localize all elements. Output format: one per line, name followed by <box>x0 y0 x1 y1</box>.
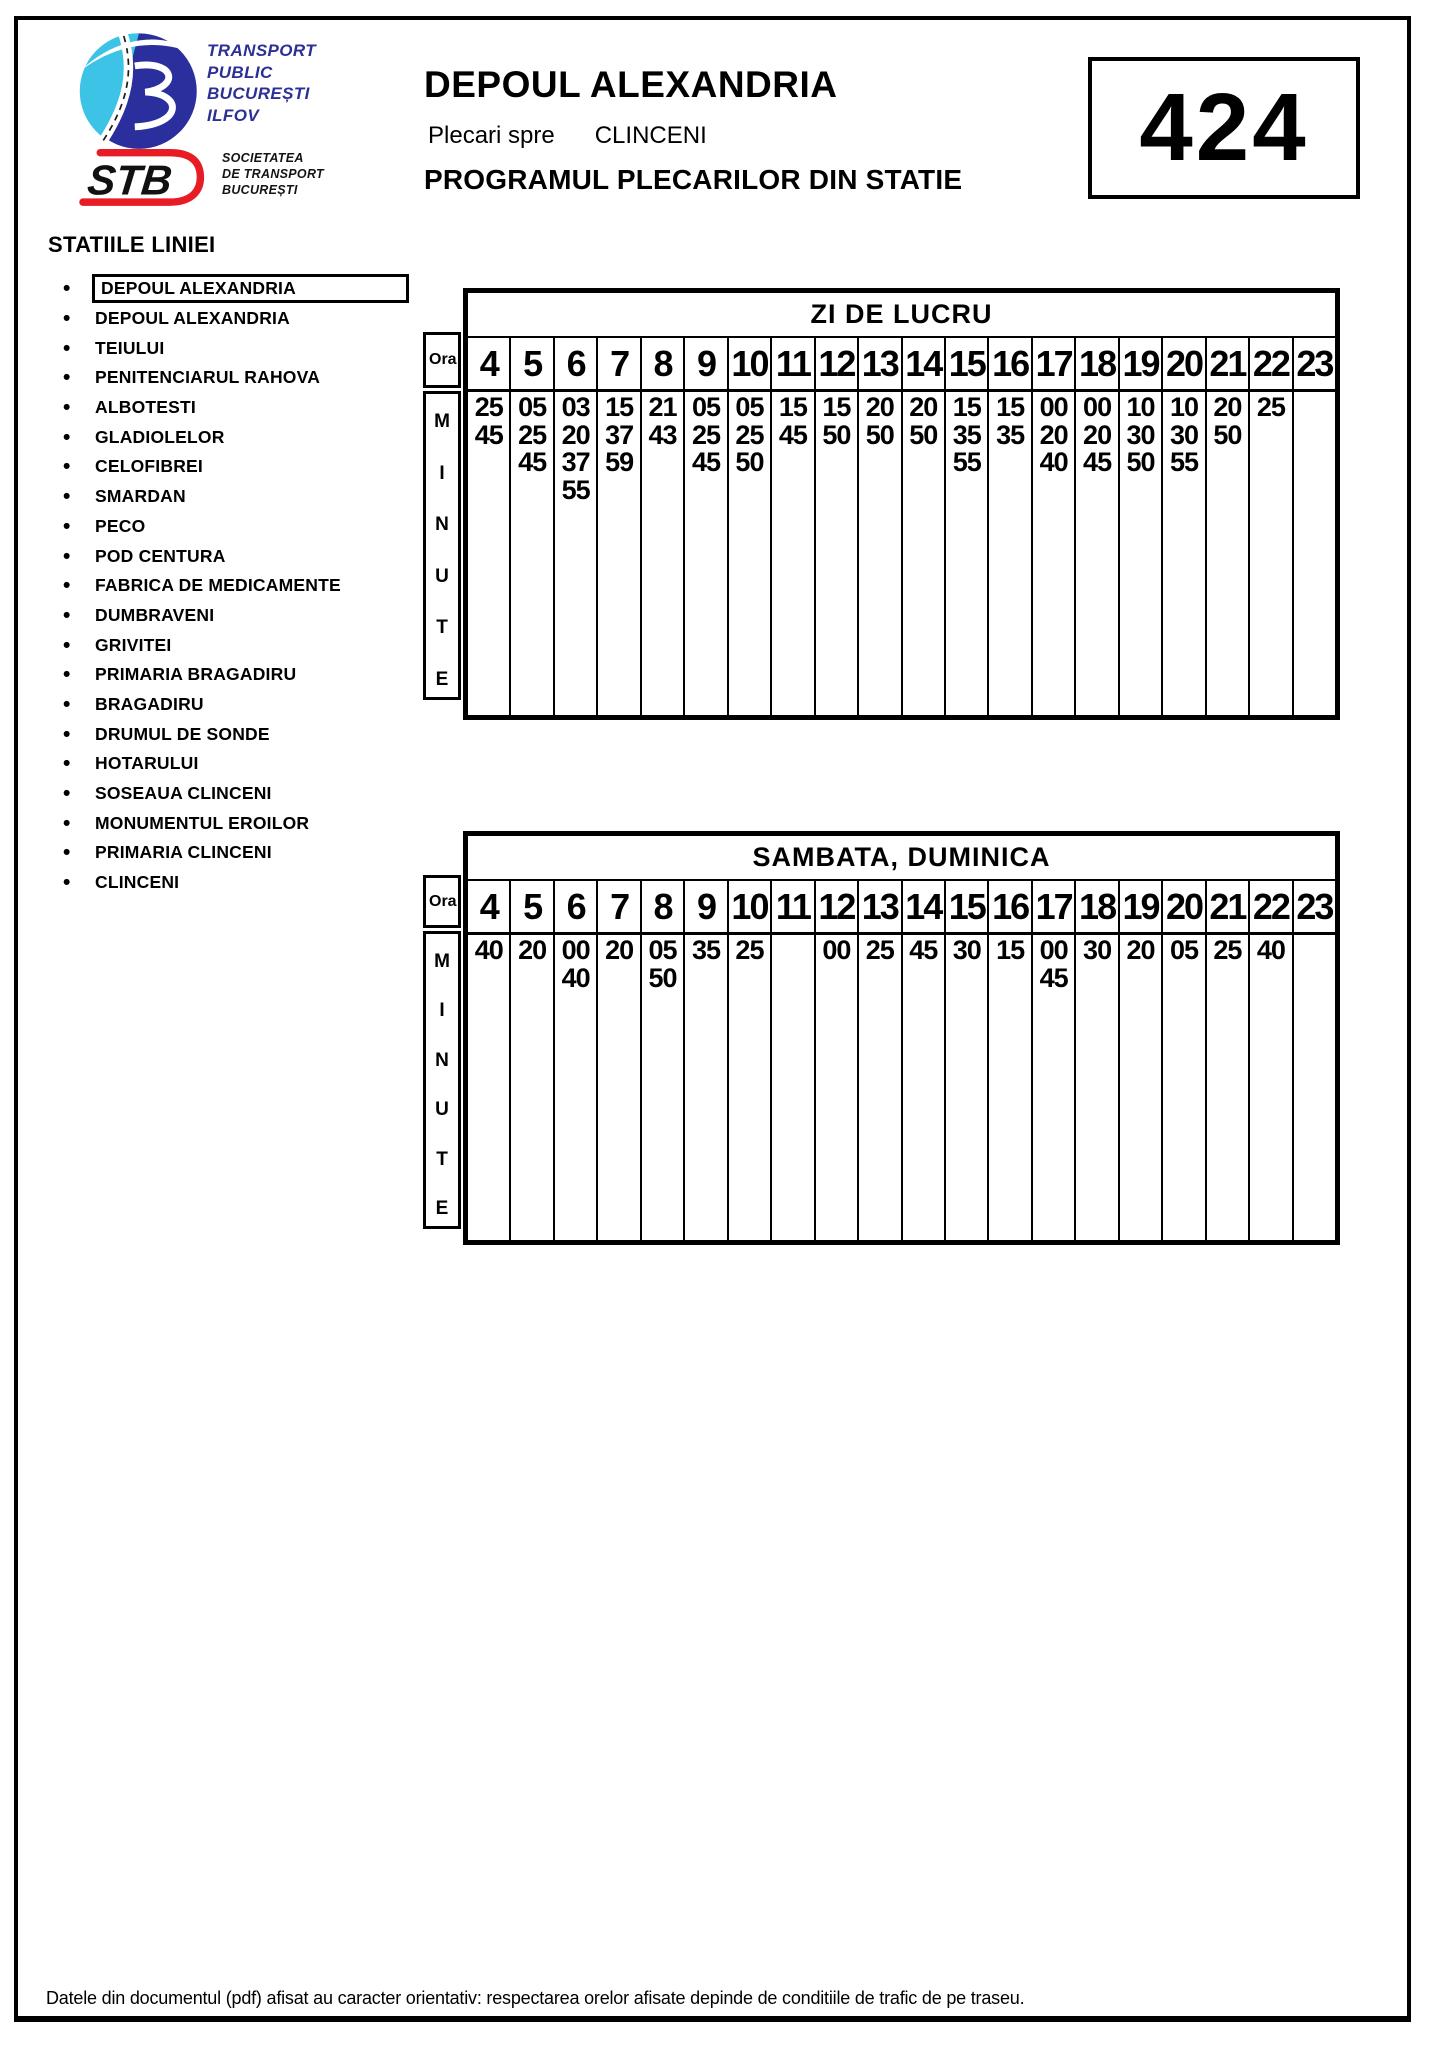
minute-value: 45 <box>778 419 807 450</box>
station-label: DEPOUL ALEXANDRIA <box>92 274 409 303</box>
minute-label-letter: E <box>435 1197 449 1219</box>
minute-label-letter: T <box>436 617 448 639</box>
minute-value: 25 <box>474 392 503 422</box>
timetable-weekend <box>463 831 1340 1245</box>
minute-value: 20 <box>1213 392 1242 422</box>
tpbi-text-line: BUCUREȘTI <box>207 84 310 103</box>
minutes-cell <box>772 392 813 715</box>
minute-label-letter: M <box>434 411 450 432</box>
minute-value: 50 <box>735 447 764 477</box>
minute-value: 15 <box>996 392 1025 422</box>
hour-header-cell: 17 <box>1033 338 1074 392</box>
hour-header-cell: 10 <box>729 881 770 935</box>
hour-header-cell: 15 <box>946 881 987 935</box>
minutes-cell <box>903 935 944 1240</box>
hour-header-cell: 7 <box>598 881 639 935</box>
hour-header-cell: 21 <box>1207 881 1248 935</box>
hour-header-cell: 6 <box>555 881 596 935</box>
hour-column <box>816 881 859 1240</box>
minute-value: 55 <box>561 474 590 505</box>
minute-value: 20 <box>561 419 590 450</box>
minutes-cell <box>859 392 900 715</box>
footer-note: Datele din documentul (pdf) afisat au caracter orientativ: respectarea orelor afisate depinde de conditiile de trafic de pe traseu. <box>46 1988 1025 2008</box>
minute-value: 25 <box>865 935 894 965</box>
minutes-cell <box>1207 935 1248 1240</box>
station-label: HOTARULUI <box>95 753 199 774</box>
minutes-cell <box>468 392 509 715</box>
hour-column <box>1250 881 1293 1240</box>
route-number-box <box>1088 57 1360 199</box>
minute-value: 00 <box>1083 392 1112 422</box>
timetable-title: SAMBATA, DUMINICA <box>468 836 1335 881</box>
hour-header-cell: 15 <box>946 338 987 392</box>
hour-label: Ora <box>429 351 457 368</box>
minute-value: 40 <box>1256 935 1285 965</box>
minutes-cell <box>946 392 987 715</box>
bullet-icon: • <box>63 722 71 746</box>
hour-header-cell: 5 <box>511 338 552 392</box>
minute-label-letter: N <box>435 1049 449 1071</box>
hour-column <box>1033 338 1076 715</box>
hour-header-cell: 22 <box>1250 338 1291 392</box>
hour-header-cell: 18 <box>1076 338 1117 392</box>
hour-header-cell: 18 <box>1076 881 1117 935</box>
minute-label-letter: N <box>435 514 449 536</box>
minute-value: 50 <box>648 962 677 993</box>
stb-logo-icon <box>78 142 214 214</box>
minute-value: 30 <box>1083 935 1112 965</box>
minute-value: 50 <box>1213 419 1242 450</box>
station-item <box>48 512 409 542</box>
hour-column <box>903 338 946 715</box>
minutes-cell <box>946 935 987 1240</box>
tpbi-logo-text <box>207 40 316 126</box>
bullet-icon: • <box>63 692 71 716</box>
hour-column <box>511 881 554 1240</box>
hour-label: Ora <box>429 892 457 910</box>
station-label: PRIMARIA CLINCENI <box>95 842 272 863</box>
bullet-icon: • <box>63 871 71 895</box>
hour-column <box>1076 338 1119 715</box>
minutes-cell <box>1250 392 1291 715</box>
minute-value: 37 <box>561 447 590 477</box>
hour-column <box>1294 881 1335 1240</box>
timetable-grid <box>468 881 1335 1240</box>
bullet-icon: • <box>63 366 71 390</box>
minutes-cell <box>903 392 944 715</box>
minutes-cell <box>1120 935 1161 1240</box>
hour-column <box>511 338 554 715</box>
minute-value: 25 <box>1256 392 1285 422</box>
bullet-icon: • <box>63 277 71 301</box>
station-label: PENITENCIARUL RAHOVA <box>95 367 321 388</box>
minute-value: 50 <box>822 419 851 450</box>
hour-column <box>859 881 902 1240</box>
bullet-icon: • <box>63 455 71 479</box>
minute-value: 20 <box>605 935 634 965</box>
direction-label: Plecari spre <box>428 122 555 149</box>
station-item <box>48 571 409 601</box>
station-item <box>48 482 409 512</box>
minutes-cell <box>1294 935 1335 1240</box>
minute-label-letter: T <box>436 1148 448 1170</box>
hour-header-cell: 4 <box>468 338 509 392</box>
hour-header-cell: 8 <box>642 881 683 935</box>
station-item <box>48 541 409 571</box>
station-label: DEPOUL ALEXANDRIA <box>95 308 290 329</box>
hour-column <box>1033 881 1076 1240</box>
route-number: 424 <box>1139 74 1309 181</box>
hour-column <box>729 338 772 715</box>
timetable-workday <box>463 288 1340 720</box>
minute-value: 20 <box>865 392 894 422</box>
minute-value: 25 <box>1213 935 1242 965</box>
station-label: GRIVITEI <box>95 634 172 655</box>
minutes-cell <box>989 392 1030 715</box>
station-label: DUMBRAVENI <box>95 604 215 625</box>
minute-value: 00 <box>1039 935 1068 965</box>
stations-title: STATIILE LINIEI <box>48 232 216 257</box>
minute-label-column <box>423 931 461 1229</box>
station-item <box>48 838 409 868</box>
minute-value: 15 <box>952 392 981 422</box>
minute-value: 30 <box>1169 419 1198 450</box>
minute-value: 30 <box>1126 419 1155 450</box>
hour-label-cell <box>423 875 461 928</box>
minutes-cell <box>1076 392 1117 715</box>
station-label: FABRICA DE MEDICAMENTE <box>95 575 341 596</box>
station-item <box>48 304 409 334</box>
hour-column <box>1120 338 1163 715</box>
hour-column <box>1163 338 1206 715</box>
hour-column <box>859 338 902 715</box>
hour-header-cell: 19 <box>1120 338 1161 392</box>
minute-value: 00 <box>1039 392 1068 422</box>
hour-header-cell: 19 <box>1120 881 1161 935</box>
station-item <box>48 601 409 631</box>
bullet-icon: • <box>63 811 71 835</box>
minute-label-letter: U <box>435 1099 449 1121</box>
hour-header-cell: 5 <box>511 881 552 935</box>
minutes-cell <box>642 935 683 1240</box>
tpbi-text-line: ILFOV <box>207 105 260 125</box>
minute-value: 45 <box>691 447 721 477</box>
direction-destination: CLINCENI <box>594 122 707 149</box>
minute-value: 20 <box>1083 419 1112 450</box>
bullet-icon: • <box>63 841 71 865</box>
station-item <box>48 452 409 482</box>
hour-column <box>555 881 598 1240</box>
minute-value: 35 <box>952 419 981 450</box>
minute-value: 25 <box>735 419 764 450</box>
minute-label-letter: M <box>434 951 450 972</box>
minute-value: 55 <box>1169 447 1198 477</box>
hour-column <box>555 338 598 715</box>
minutes-cell <box>816 392 857 715</box>
station-label: DRUMUL DE SONDE <box>95 723 270 744</box>
hour-header-cell: 12 <box>816 338 857 392</box>
minute-value: 40 <box>474 935 503 965</box>
hour-column <box>1250 338 1293 715</box>
minute-value: 50 <box>1126 447 1155 477</box>
minute-value: 55 <box>952 447 981 477</box>
minute-value: 15 <box>778 392 807 422</box>
minute-value: 05 <box>691 392 721 422</box>
hour-column <box>1294 338 1335 715</box>
station-item <box>48 690 409 720</box>
bullet-icon: • <box>63 425 71 449</box>
hour-column <box>598 881 641 1240</box>
minute-value: 30 <box>952 935 981 965</box>
minute-value: 20 <box>1126 935 1155 965</box>
minute-value: 35 <box>691 935 721 965</box>
minutes-cell <box>1163 935 1204 1240</box>
hour-header-cell: 4 <box>468 881 509 935</box>
minute-value: 50 <box>909 419 938 450</box>
minute-value: 05 <box>648 935 677 965</box>
minutes-cell <box>511 935 552 1240</box>
hour-header-cell: 9 <box>685 881 726 935</box>
minute-label-column <box>423 391 461 700</box>
minute-value: 43 <box>648 419 677 450</box>
minutes-cell <box>598 935 639 1240</box>
bullet-icon: • <box>63 307 71 331</box>
minute-value: 05 <box>735 392 764 422</box>
bullet-icon: • <box>63 752 71 776</box>
minute-value: 20 <box>909 392 938 422</box>
minute-value: 15 <box>822 392 851 422</box>
station-label: TEIULUI <box>95 337 165 358</box>
minute-value: 20 <box>518 935 547 965</box>
minutes-cell <box>1207 392 1248 715</box>
station-item <box>48 719 409 749</box>
station-label: MONUMENTUL EROILOR <box>95 812 310 833</box>
station-label: CLINCENI <box>95 872 180 893</box>
station-label: SOSEAUA CLINCENI <box>95 783 272 804</box>
minutes-cell <box>989 935 1030 1240</box>
bullet-icon: • <box>63 336 71 360</box>
hour-label-cell <box>423 332 461 388</box>
minutes-cell <box>1294 392 1335 715</box>
hour-header-cell: 7 <box>598 338 639 392</box>
bullet-icon: • <box>63 544 71 568</box>
minute-value: 15 <box>605 392 634 422</box>
minutes-cell <box>555 392 596 715</box>
hour-header-cell: 13 <box>859 338 900 392</box>
stb-logo-letters: STB <box>85 156 175 204</box>
bullet-icon: • <box>63 603 71 627</box>
minutes-cell <box>511 392 552 715</box>
station-label: POD CENTURA <box>95 545 226 566</box>
minutes-cell <box>555 935 596 1240</box>
minutes-cell <box>729 935 770 1240</box>
station-label: GLADIOLELOR <box>95 426 225 447</box>
minute-label-letter: I <box>439 462 445 484</box>
hour-column <box>1207 338 1250 715</box>
hour-column <box>642 881 685 1240</box>
hour-column <box>946 881 989 1240</box>
tpbi-text-line: TRANSPORT <box>207 41 317 60</box>
stb-text-line: SOCIETATEA <box>222 151 304 165</box>
station-item <box>48 868 409 898</box>
hour-header-cell: 6 <box>555 338 596 392</box>
timetable-title: ZI DE LUCRU <box>468 293 1335 338</box>
station-item <box>48 808 409 838</box>
hour-header-cell: 9 <box>685 338 726 392</box>
minute-value: 50 <box>865 419 894 450</box>
bullet-icon: • <box>63 782 71 806</box>
timetable-grid <box>468 338 1335 715</box>
minutes-cell <box>1250 935 1291 1240</box>
minute-value: 10 <box>1169 392 1198 422</box>
hour-column <box>598 338 641 715</box>
hour-header-cell: 13 <box>859 881 900 935</box>
hour-column <box>772 881 815 1240</box>
bullet-icon: • <box>63 663 71 687</box>
minute-value: 25 <box>735 935 764 965</box>
hour-column <box>1207 881 1250 1240</box>
hour-header-cell: 22 <box>1250 881 1291 935</box>
stb-text-line: BUCUREȘTI <box>222 183 298 197</box>
minutes-cell <box>1076 935 1117 1240</box>
bullet-icon: • <box>63 633 71 657</box>
minutes-cell <box>685 392 726 715</box>
hour-column <box>989 338 1032 715</box>
minutes-cell <box>816 935 857 1240</box>
minutes-cell <box>772 935 813 1240</box>
minutes-cell <box>1163 392 1204 715</box>
station-label: PRIMARIA BRAGADIRU <box>95 664 297 685</box>
page-subtitle: PROGRAMUL PLECARILOR DIN STATIE <box>424 164 963 195</box>
minute-value: 10 <box>1126 392 1155 422</box>
station-item <box>48 333 409 363</box>
hour-header-cell: 8 <box>642 338 683 392</box>
minutes-cell <box>1033 392 1074 715</box>
minute-value: 40 <box>1039 447 1068 477</box>
hour-column <box>685 338 728 715</box>
hour-column <box>468 338 511 715</box>
minute-label-letter: U <box>435 565 449 587</box>
hour-column <box>468 881 511 1240</box>
minute-value: 45 <box>909 935 938 965</box>
depot-title: DEPOUL ALEXANDRIA <box>424 64 838 105</box>
minute-value: 25 <box>518 419 547 450</box>
hour-header-cell: 17 <box>1033 881 1074 935</box>
station-item <box>48 630 409 660</box>
station-item <box>48 660 409 690</box>
minute-label-letter: E <box>435 668 449 690</box>
hour-column <box>1163 881 1206 1240</box>
hour-column <box>642 338 685 715</box>
minute-value: 45 <box>1039 962 1068 993</box>
hour-header-cell: 16 <box>989 881 1030 935</box>
hour-header-cell: 21 <box>1207 338 1248 392</box>
hour-header-cell: 20 <box>1163 338 1204 392</box>
minute-label-letter: I <box>439 1000 445 1022</box>
station-item <box>48 274 409 304</box>
minute-value: 21 <box>648 392 677 422</box>
minute-value: 20 <box>1039 419 1068 450</box>
hour-column <box>1120 881 1163 1240</box>
direction-line <box>428 122 707 150</box>
bullet-icon: • <box>63 514 71 538</box>
station-item <box>48 779 409 809</box>
minute-value: 03 <box>561 392 590 422</box>
hour-header-cell: 16 <box>989 338 1030 392</box>
minutes-cell <box>1033 935 1074 1240</box>
station-label: CELOFIBREI <box>95 456 203 477</box>
minutes-cell <box>1120 392 1161 715</box>
station-label: BRAGADIRU <box>95 693 204 714</box>
minute-value: 37 <box>605 419 634 450</box>
hour-header-cell: 12 <box>816 881 857 935</box>
tpbi-logo-icon <box>76 26 202 152</box>
minute-value: 00 <box>822 935 851 965</box>
minute-value: 05 <box>1169 935 1198 965</box>
hour-header-cell: 14 <box>903 338 944 392</box>
minutes-cell <box>468 935 509 1240</box>
stb-text-line: DE TRANSPORT <box>222 167 324 181</box>
bullet-icon: • <box>63 574 71 598</box>
minutes-cell <box>685 935 726 1240</box>
minutes-cell <box>642 392 683 715</box>
minute-value: 25 <box>691 419 721 450</box>
station-label: SMARDAN <box>95 486 186 507</box>
bullet-icon: • <box>63 396 71 420</box>
station-list <box>48 274 409 897</box>
bullet-icon: • <box>63 485 71 509</box>
hour-column <box>1076 881 1119 1240</box>
minute-value: 05 <box>518 392 547 422</box>
minutes-cell <box>729 392 770 715</box>
minute-value: 45 <box>1083 447 1112 477</box>
hour-header-cell: 11 <box>772 338 813 392</box>
minutes-cell <box>859 935 900 1240</box>
hour-column <box>946 338 989 715</box>
minute-value: 35 <box>996 419 1025 450</box>
hour-column <box>729 881 772 1240</box>
hour-header-cell: 23 <box>1294 338 1335 392</box>
station-item <box>48 422 409 452</box>
minute-value: 00 <box>561 935 590 965</box>
hour-column <box>989 881 1032 1240</box>
hour-column <box>816 338 859 715</box>
station-label: ALBOTESTI <box>95 397 196 418</box>
minute-value: 15 <box>996 935 1025 965</box>
station-item <box>48 363 409 393</box>
hour-column <box>903 881 946 1240</box>
minute-value: 45 <box>474 419 503 450</box>
stb-logo-text <box>222 150 324 198</box>
station-item <box>48 749 409 779</box>
minute-value: 40 <box>561 962 590 993</box>
station-item <box>48 393 409 423</box>
hour-column <box>685 881 728 1240</box>
minute-value: 59 <box>605 447 634 477</box>
tpbi-text-line: PUBLIC <box>207 62 273 82</box>
hour-header-cell: 20 <box>1163 881 1204 935</box>
hour-column <box>772 338 815 715</box>
station-label: PECO <box>95 515 146 536</box>
minute-value: 45 <box>518 447 547 477</box>
hour-header-cell: 10 <box>729 338 770 392</box>
hour-header-cell: 11 <box>772 881 813 935</box>
minutes-cell <box>598 392 639 715</box>
hour-header-cell: 14 <box>903 881 944 935</box>
hour-header-cell: 23 <box>1294 881 1335 935</box>
